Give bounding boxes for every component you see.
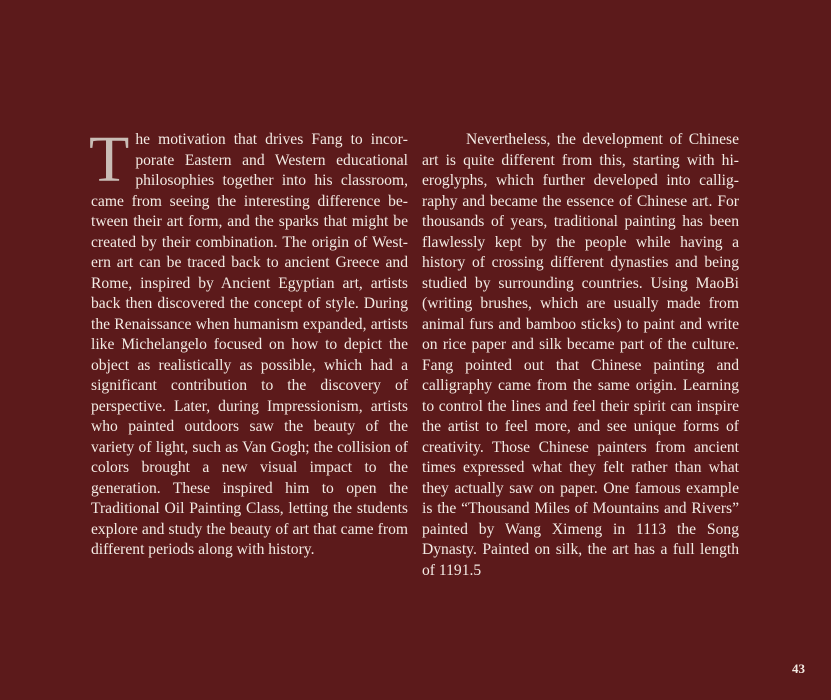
drop-cap: T [89, 123, 130, 196]
article-right-column [422, 130, 739, 581]
article-paragraph: Nevertheless, the development of Chinese art is quite different from this, starting with hieroglyphs, which further developed into calligraphy and became the essence of Chinese art. For thousands of years, traditional painting has been flawlessly kept by the people while having a history of crossing different dynasties and being studied by surrounding countries. Using MaoBi (writing brushes, which are usually made from animal furs and bamboo sticks) to paint and write on rice paper and silk became part of the culture. Fang pointed out that Chinese painting and calligraphy came from the same origin. Learning to control the lines and feel their spirit can inspire the artist to feel more, and see unique forms of creativity. Those Chinese painters from ancient times expressed what they felt rather than what they actually saw on paper. One famous example is the “Thousand Miles of Mountains and Rivers” painted by Wang Ximeng in 1113 the Song Dynasty. Painted on silk, the art has a full length of 1191.5 [422, 131, 739, 579]
paragraph-text: he motivation that drives Fang to incorporate Eastern and Western educational philosophies together into his classroom, came from seeing the interesting difference between their art form, and the sparks that might be created by their combination. The origin of Western art can be traced back to ancient Greece and Rome, inspired by Ancient Egyptian art, artists back then discovered the concept of style. During the Renaissance when humanism expanded, artists like Michelangelo focused on how to depict the object as realistically as possible, which had a significant contribution to the discovery of perspective. Later, during Impressionism, artists who painted outdoors saw the beauty of the variety of light, such as Van Gogh; the collision of colors brought a new visual impact to the generation. These inspired him to open the Traditional Oil Painting Class, letting the students explore and study the beauty of art that came from different periods along with history. [91, 131, 408, 558]
article-left-column [89, 123, 408, 561]
page-number: 43 [792, 661, 805, 676]
article-paragraph [89, 123, 408, 561]
